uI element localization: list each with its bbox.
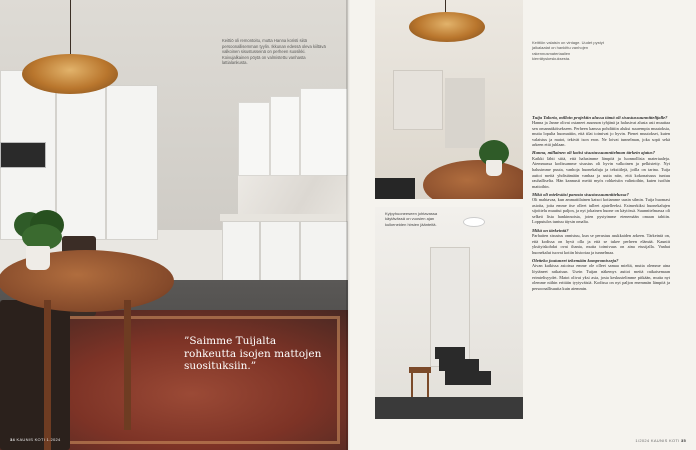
interview-column: [532, 112, 670, 291]
pull-quote: ”Saimme Tuijalta rohkeutta isojen mattojen suosituksiin.”: [184, 335, 322, 372]
section-heading: Mikä on tärkeintä?: [532, 227, 569, 233]
left-caption: Keittiö oli remontoitu, mutta Hanna koristi siitä persoonallisemman tyylin. Ikkunan edessä oleva kiiltävä valkoinen sisustusseinä on perheen suosikki. Koivujalkainen pöytä on valmistettu vanhasta lattialankusta.: [222, 38, 326, 66]
left-folio-issue: 1.2024: [46, 437, 61, 442]
spread-gutter: [346, 0, 350, 450]
right-page: [348, 0, 696, 450]
right-folio-label: 1/2024 KAUNIS KOTI: [635, 438, 680, 443]
plant-pot: [26, 246, 50, 270]
pendant-lamp: [22, 54, 118, 94]
top-caption: Keittiön valaisin on vintage. Uudet pystyt jalkalaatat on hankittu vanhojen rakennusmateriaalien kierrätyskeskuksesta.: [532, 40, 604, 61]
section-heading: Mikä oli mielestäsi parasta sisustussuunnittelussa?: [532, 191, 629, 197]
hallway-caption: Kylpyhuoneeseen johtavassa käytävässä on vuosien ajan kulkeneiden hirsien jäänteitä.: [385, 211, 438, 227]
section-body: Oli mahtavaa, kun ammattilainen katsoi kotiamme uusin silmin. Tuija huomasi asioita, joita emme itse olleet tulleet ajatelleeksi. Esimerkiksi huonekalujen sijoittelu muuttui paljon, ja nyt jokainen huone on käytössä. Suunnitelmassa oli selkeä lista hankinnoista, joten pystyimme etenemään omaan tahtiin. Lopputulos tuntuu täysin omalta.: [532, 197, 670, 225]
section-body: Kaikki lähti siitä, että halusimme lämpöä ja luonnollisia materiaaleja. Aiemmassa kodissamme sisustus oli hyvin valkoinen ja pelkistetty. Nyt halusimme puuta, vanhoja huonekaluja ja tekstiilejä, joilla on tarina. Tuija auttoi meitä yhdistämään vanhaa ja uutta niin, että kokonaisuus tuntuu rauhalliselta. Hän kannusti meitä myös rohkeisiin valintoihin, kuten isoihin mattoihin.: [532, 155, 670, 189]
section-heading: Hanna, millainen oli kotisi sisustussuunnitelman tärkein ajatus?: [532, 150, 655, 156]
section-heading: Oletteko joutuneet tekemään kompromisseja?: [532, 257, 619, 263]
section-body: Aivan kaikissa asioissa emme ole olleet samaa mieltä, mutta olemme aina löytäneet ratkaisun. Usein Tuijan näkemys auttoi meitä ratkaisemaan erimielisyydet. Matot olivat yksi asia, josta keskustelimme pitkään, mutta nyt olemme niihin erittäin tyytyväisiä. Kodissa on nyt paljon enemmän lämpöä ja persoonallisuutta kuin aiemmin.: [532, 263, 670, 291]
right-page-number: 35: [680, 438, 686, 443]
left-folio: [10, 437, 61, 442]
section-body: Parhaiten sisustus onnistuu, kun se perustuu asukkaiden arkeen. Tärkeintä on, että kodissa on hyvä olla ja että se tukee perheen elämää. Kauniit yksityiskohdat ovat ihania, mutta toimivuus on aina etusijalla. Vanhat huonekalut tuovat kotiin historiaa ja tunnelmaa.: [532, 233, 670, 255]
oven: [0, 142, 46, 168]
right-folio: [635, 438, 686, 443]
hallway-photo: [375, 207, 523, 419]
left-page-number: 34: [10, 437, 16, 442]
left-folio-label: KAUNIS KOTI: [16, 437, 46, 442]
section-body: Hanna ja Janne olivat ostaneet asunnon tyhjänä ja halusivat alusta asti muuttaa sen omannäköisekseen. Perheen kanssa pohdittiin aluksi suurempia muutoksia, mutta lopulta huomattiin, että tilat toimivat jo hyvin. Pienet muutokset, kuten valaistus ja matot, tekivät ison eron. Ne loivat tunnelman, joka sopii sekä arkeen että juhlaan.: [532, 120, 670, 148]
section-heading: Tuija Taloria, milloin projektin alussa tämä oli sisustussuunnittelijalle?: [532, 114, 668, 120]
kitchen-detail-photo: [375, 0, 523, 199]
